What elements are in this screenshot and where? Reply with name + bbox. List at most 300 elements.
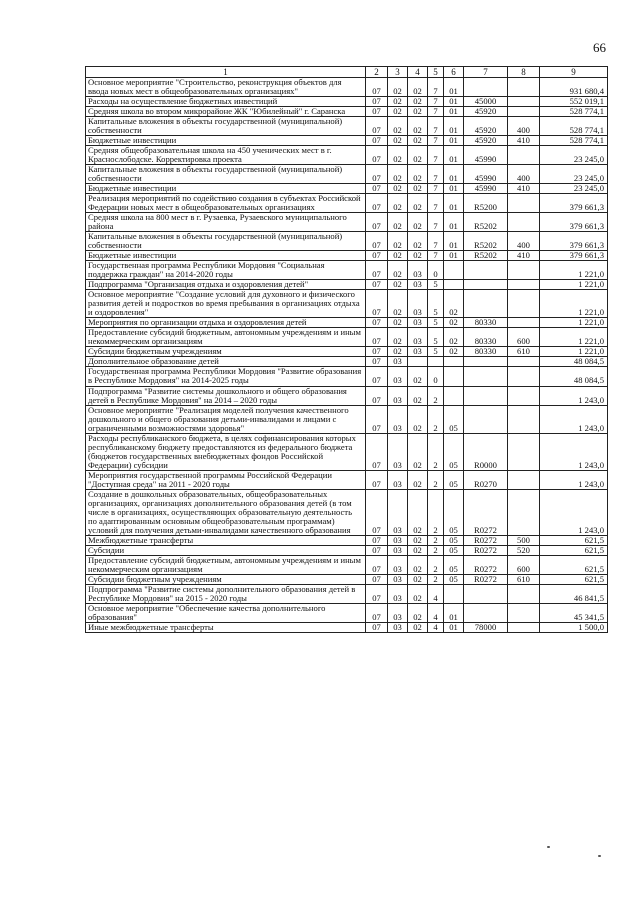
page-number: 66 [593,40,606,55]
row-code-cell: 07 [366,117,388,136]
row-amount-cell: 23 245,0 [540,184,608,194]
header-cell: 1 [86,67,366,78]
row-amount-cell: 1 221,0 [540,290,608,318]
row-code-cell: 07 [366,347,388,357]
row-code-cell: 02 [388,251,408,261]
row-amount-cell: 621,5 [540,535,608,545]
table-row [86,470,608,489]
row-code-cell [508,433,540,470]
row-code-cell: 03 [408,347,428,357]
table-row [86,433,608,470]
row-name-cell: Мероприятия по организации отдыха и оздоровления детей [86,318,366,328]
row-code-cell: 80330 [464,318,508,328]
row-code-cell: 03 [408,261,428,280]
row-code-cell [464,280,508,290]
table-row [86,622,608,632]
row-code-cell: 80330 [464,328,508,347]
row-code-cell: 03 [388,555,408,574]
row-code-cell: 02 [408,78,428,97]
row-code-cell: 02 [388,78,408,97]
row-code-cell: 0 [428,367,444,386]
row-code-cell: R0272 [464,545,508,555]
row-code-cell [464,367,508,386]
row-code-cell: 02 [444,347,464,357]
row-amount-cell: 1 243,0 [540,433,608,470]
row-name-cell: Подпрограмма "Развитие системы дошкольного и общего образования детей в Республике Мордовия" на 2014 – 2020 годы [86,386,366,405]
row-name-cell: Государственная программа Республики Мордовия "Развитие образования в Республике Мордовия" на 2014-2025 годы [86,367,366,386]
row-code-cell [444,386,464,405]
row-code-cell: 03 [388,584,408,603]
table-row [86,251,608,261]
row-name-cell: Основное мероприятие "Обеспечение качества дополнительного образования" [86,603,366,622]
header-cell: 9 [540,67,608,78]
table-row [86,405,608,433]
table-row [86,318,608,328]
row-code-cell: 7 [428,136,444,146]
row-code-cell: R5202 [464,251,508,261]
table-header-row [86,67,608,78]
table-row [86,146,608,165]
row-code-cell: 610 [508,347,540,357]
row-code-cell: 07 [366,261,388,280]
row-code-cell: 07 [366,535,388,545]
row-amount-cell: 379 661,3 [540,251,608,261]
row-code-cell: R0272 [464,489,508,535]
table-row [86,555,608,574]
row-code-cell [508,470,540,489]
row-code-cell: 07 [366,165,388,184]
row-name-cell: Средняя общеобразовательная школа на 450 ученических мест в г. Краснослободске. Корректировка проекта [86,146,366,165]
row-code-cell [508,405,540,433]
row-code-cell: 05 [444,535,464,545]
row-code-cell: 02 [388,107,408,117]
table-row [86,184,608,194]
row-code-cell: 07 [366,367,388,386]
row-code-cell [444,367,464,386]
row-code-cell: 4 [428,584,444,603]
row-code-cell: 5 [428,328,444,347]
row-code-cell: 5 [428,347,444,357]
row-code-cell: 45990 [464,146,508,165]
row-code-cell: 03 [388,603,408,622]
row-code-cell: 2 [428,470,444,489]
row-name-cell: Расходы республиканского бюджета, в целях софинансирования которых республиканскому бюджету предоставляются из федерального бюджета (бюджетов государственных внебюджетных фондов Российской Федерации) субсидии [86,433,366,470]
row-code-cell: 02 [388,213,408,232]
row-code-cell: 7 [428,165,444,184]
table-row [86,117,608,136]
row-code-cell [508,489,540,535]
row-code-cell: 03 [388,489,408,535]
row-amount-cell: 1 221,0 [540,347,608,357]
row-code-cell: 02 [408,184,428,194]
row-code-cell: 02 [388,97,408,107]
row-code-cell [508,357,540,367]
row-code-cell: 7 [428,194,444,213]
row-code-cell [464,386,508,405]
row-code-cell: 0 [428,261,444,280]
row-code-cell: 400 [508,232,540,251]
row-code-cell: 45000 [464,97,508,107]
row-amount-cell: 552 019,1 [540,97,608,107]
row-code-cell: 07 [366,584,388,603]
row-code-cell: 07 [366,232,388,251]
row-code-cell: 02 [388,290,408,318]
row-code-cell: 02 [408,107,428,117]
table-row [86,347,608,357]
row-amount-cell: 528 774,1 [540,117,608,136]
row-code-cell: 03 [388,574,408,584]
row-code-cell: 2 [428,535,444,545]
row-code-cell: 01 [444,213,464,232]
row-name-cell: Бюджетные инвестиции [86,136,366,146]
row-code-cell [508,194,540,213]
row-code-cell [428,357,444,367]
header-cell: 3 [388,67,408,78]
row-code-cell: 01 [444,184,464,194]
row-code-cell: 02 [408,555,428,574]
row-code-cell: 07 [366,328,388,347]
table-row [86,213,608,232]
row-code-cell: 05 [444,555,464,574]
row-amount-cell: 1 221,0 [540,261,608,280]
row-code-cell: 05 [444,574,464,584]
row-code-cell [464,584,508,603]
row-code-cell: 410 [508,136,540,146]
row-amount-cell: 1 221,0 [540,328,608,347]
row-name-cell: Субсидии бюджетным учреждениям [86,347,366,357]
row-amount-cell: 621,5 [540,574,608,584]
row-name-cell: Межбюджетные трансферты [86,535,366,545]
row-code-cell: 03 [408,328,428,347]
row-name-cell: Бюджетные инвестиции [86,184,366,194]
table-row [86,328,608,347]
row-code-cell: 07 [366,555,388,574]
row-code-cell [508,261,540,280]
row-code-cell: 02 [388,328,408,347]
row-code-cell: 80330 [464,347,508,357]
row-code-cell: 02 [408,535,428,545]
row-code-cell: 02 [408,386,428,405]
row-code-cell: 02 [388,117,408,136]
row-code-cell: 03 [388,386,408,405]
row-code-cell: 07 [366,251,388,261]
header-cell: 8 [508,67,540,78]
row-amount-cell: 528 774,1 [540,136,608,146]
row-code-cell: 5 [428,280,444,290]
table-row [86,290,608,318]
row-code-cell: 7 [428,146,444,165]
row-code-cell [508,280,540,290]
table-row [86,603,608,622]
row-code-cell: 07 [366,213,388,232]
table-row [86,280,608,290]
row-code-cell: 45920 [464,107,508,117]
row-code-cell: 05 [444,489,464,535]
row-code-cell: 7 [428,251,444,261]
row-amount-cell: 621,5 [540,545,608,555]
row-code-cell: 45990 [464,184,508,194]
row-code-cell: 410 [508,251,540,261]
row-code-cell: 600 [508,555,540,574]
row-code-cell: 03 [388,405,408,433]
table-row [86,545,608,555]
row-code-cell: 01 [444,232,464,251]
row-amount-cell: 379 661,3 [540,232,608,251]
row-code-cell: 02 [388,261,408,280]
row-amount-cell: 1 500,0 [540,622,608,632]
row-amount-cell: 1 243,0 [540,489,608,535]
row-name-cell: Подпрограмма "Организация отдыха и оздоровления детей" [86,280,366,290]
row-code-cell: 2 [428,405,444,433]
row-code-cell: 2 [428,489,444,535]
row-code-cell: 07 [366,107,388,117]
budget-table [85,66,608,633]
row-code-cell: 7 [428,232,444,251]
row-code-cell: 03 [388,535,408,545]
row-code-cell: 45920 [464,117,508,136]
row-name-cell: Иные межбюджетные трансферты [86,622,366,632]
row-code-cell: 2 [428,555,444,574]
row-code-cell: 02 [388,184,408,194]
row-code-cell: 07 [366,470,388,489]
row-code-cell: 02 [408,117,428,136]
header-cell: 2 [366,67,388,78]
row-name-cell: Капитальные вложения в объекты государственной (муниципальной) собственности [86,117,366,136]
row-name-cell: Дополнительное образование детей [86,357,366,367]
row-name-cell: Предоставление субсидий бюджетным, автономным учреждениям и иным некоммерческим организациям [86,328,366,347]
row-code-cell: 78000 [464,622,508,632]
table-row [86,367,608,386]
row-code-cell: 02 [408,97,428,107]
row-code-cell [408,357,428,367]
table-row [86,107,608,117]
row-name-cell: Мероприятия государственной программы Российской Федерации "Доступная среда" на 2011 - 2020 годы [86,470,366,489]
table-row [86,357,608,367]
row-code-cell [508,318,540,328]
row-name-cell: Основное мероприятие "Создание условий для духовного и физического развития детей и подростков во время пребывания в организациях отдыха и оздоровления" [86,290,366,318]
table-row [86,78,608,97]
table-row [86,194,608,213]
row-code-cell: 01 [444,78,464,97]
row-code-cell [464,290,508,318]
row-code-cell: R0272 [464,555,508,574]
row-code-cell [508,146,540,165]
row-code-cell: 02 [388,165,408,184]
header-cell: 7 [464,67,508,78]
row-code-cell: 07 [366,184,388,194]
row-code-cell [444,584,464,603]
row-code-cell [444,261,464,280]
row-code-cell: 07 [366,405,388,433]
row-code-cell: 07 [366,146,388,165]
row-code-cell: 07 [366,136,388,146]
row-code-cell: 02 [408,232,428,251]
scan-speck [547,846,550,848]
row-name-cell: Реализация мероприятий по содействию создания в субъектах Российской Федерации новых мест в общеобразовательных организациях [86,194,366,213]
table-row [86,97,608,107]
table-row [86,232,608,251]
row-code-cell: 01 [444,603,464,622]
row-code-cell: 02 [444,328,464,347]
row-code-cell: 02 [408,489,428,535]
row-code-cell: 400 [508,117,540,136]
row-name-cell: Предоставление субсидий бюджетным, автономным учреждениям и иным некоммерческим организациям [86,555,366,574]
row-code-cell: 05 [444,470,464,489]
row-code-cell: 45920 [464,136,508,146]
row-code-cell [464,78,508,97]
row-name-cell: Основное мероприятие "Строительство, реконструкция объектов для ввода новых мест в общеобразовательных организациях" [86,78,366,97]
row-code-cell: 02 [408,405,428,433]
row-code-cell [508,367,540,386]
row-code-cell: 05 [444,405,464,433]
row-amount-cell: 931 680,4 [540,78,608,97]
row-code-cell [508,213,540,232]
row-amount-cell: 621,5 [540,555,608,574]
row-code-cell: 02 [444,290,464,318]
row-code-cell: 07 [366,603,388,622]
row-amount-cell: 23 245,0 [540,146,608,165]
table-row [86,574,608,584]
row-amount-cell: 1 243,0 [540,470,608,489]
row-code-cell: 2 [428,574,444,584]
row-code-cell: 520 [508,545,540,555]
row-code-cell: R5202 [464,232,508,251]
row-code-cell: 01 [444,117,464,136]
row-code-cell: 07 [366,78,388,97]
row-code-cell: 02 [408,584,428,603]
table-body [86,67,608,633]
row-code-cell: 07 [366,290,388,318]
row-code-cell: 02 [408,146,428,165]
row-name-cell: Подпрограмма "Развитие системы дополнительного образования детей в Республике Мордовия" на 2015 - 2020 годы [86,584,366,603]
row-code-cell [444,280,464,290]
row-amount-cell: 379 661,3 [540,194,608,213]
row-name-cell: Средняя школа во втором микрорайоне ЖК "Юбилейный" г. Саранска [86,107,366,117]
row-code-cell: 5 [428,290,444,318]
row-code-cell: 02 [388,136,408,146]
row-code-cell: 03 [408,290,428,318]
row-code-cell: 02 [408,433,428,470]
row-code-cell: 07 [366,545,388,555]
row-code-cell: 01 [444,136,464,146]
row-code-cell: 02 [408,213,428,232]
row-code-cell: R5202 [464,213,508,232]
row-amount-cell: 1 243,0 [540,386,608,405]
row-code-cell: 600 [508,328,540,347]
row-code-cell [508,290,540,318]
table-row [86,584,608,603]
row-code-cell [508,386,540,405]
row-name-cell: Субсидии бюджетным учреждениям [86,574,366,584]
row-code-cell: 07 [366,194,388,213]
row-code-cell: 02 [408,574,428,584]
row-code-cell: 07 [366,357,388,367]
row-code-cell: 4 [428,622,444,632]
row-code-cell [464,405,508,433]
row-name-cell: Бюджетные инвестиции [86,251,366,261]
row-code-cell: 02 [388,318,408,328]
row-code-cell: 7 [428,184,444,194]
row-code-cell: 07 [366,97,388,107]
row-code-cell: 01 [444,107,464,117]
row-code-cell [464,603,508,622]
row-name-cell: Средняя школа на 800 мест в г. Рузаевка, Рузаевского муниципального района [86,213,366,232]
table-row [86,261,608,280]
row-code-cell [508,107,540,117]
header-cell: 6 [444,67,464,78]
row-code-cell: 07 [366,280,388,290]
row-code-cell: R0000 [464,433,508,470]
row-code-cell: 07 [366,386,388,405]
row-code-cell: 410 [508,184,540,194]
row-code-cell: 07 [366,318,388,328]
row-code-cell: 03 [388,545,408,555]
row-code-cell: 03 [388,470,408,489]
row-code-cell: R5200 [464,194,508,213]
row-code-cell: 07 [366,489,388,535]
row-code-cell: 7 [428,78,444,97]
row-code-cell: 2 [428,386,444,405]
row-amount-cell: 45 341,5 [540,603,608,622]
row-code-cell: 500 [508,535,540,545]
row-code-cell: 03 [388,367,408,386]
row-code-cell [508,97,540,107]
table-row [86,535,608,545]
row-code-cell: 03 [408,318,428,328]
row-code-cell: 2 [428,433,444,470]
row-code-cell [444,357,464,367]
row-code-cell: 02 [388,347,408,357]
row-amount-cell: 46 841,5 [540,584,608,603]
row-code-cell: 4 [428,603,444,622]
row-code-cell: 01 [444,165,464,184]
row-amount-cell: 48 084,5 [540,357,608,367]
row-code-cell: 5 [428,318,444,328]
row-code-cell: 05 [444,433,464,470]
row-code-cell [464,357,508,367]
row-amount-cell: 528 774,1 [540,107,608,117]
row-code-cell [508,78,540,97]
row-code-cell: 02 [408,470,428,489]
row-code-cell [508,584,540,603]
row-code-cell: 01 [444,97,464,107]
row-code-cell: 400 [508,165,540,184]
row-name-cell: Расходы на осуществление бюджетных инвестиций [86,97,366,107]
row-amount-cell: 379 661,3 [540,213,608,232]
row-code-cell: 02 [408,165,428,184]
row-code-cell: R0272 [464,574,508,584]
row-name-cell: Основное мероприятие "Реализация моделей получения качественного дошкольного и общего образования детьми-инвалидами и лицами с ограниченными возможностями здоровья" [86,405,366,433]
row-amount-cell: 48 084,5 [540,367,608,386]
row-code-cell: 02 [408,603,428,622]
row-amount-cell: 1 243,0 [540,405,608,433]
row-code-cell: R0272 [464,535,508,545]
row-amount-cell: 1 221,0 [540,280,608,290]
table-row [86,165,608,184]
row-amount-cell: 23 245,0 [540,165,608,184]
row-name-cell: Капитальные вложения в объекты государственной (муниципальной) собственности [86,232,366,251]
row-code-cell: 07 [366,574,388,584]
row-name-cell: Субсидии [86,545,366,555]
row-code-cell: 02 [408,367,428,386]
row-name-cell: Государственная программа Республики Мордовия "Социальная поддержка граждан" на 2014-2020 годы [86,261,366,280]
row-amount-cell: 1 221,0 [540,318,608,328]
row-code-cell: R0270 [464,470,508,489]
table-row [86,489,608,535]
row-code-cell: 03 [388,357,408,367]
row-code-cell: 02 [444,318,464,328]
row-code-cell: 02 [408,136,428,146]
